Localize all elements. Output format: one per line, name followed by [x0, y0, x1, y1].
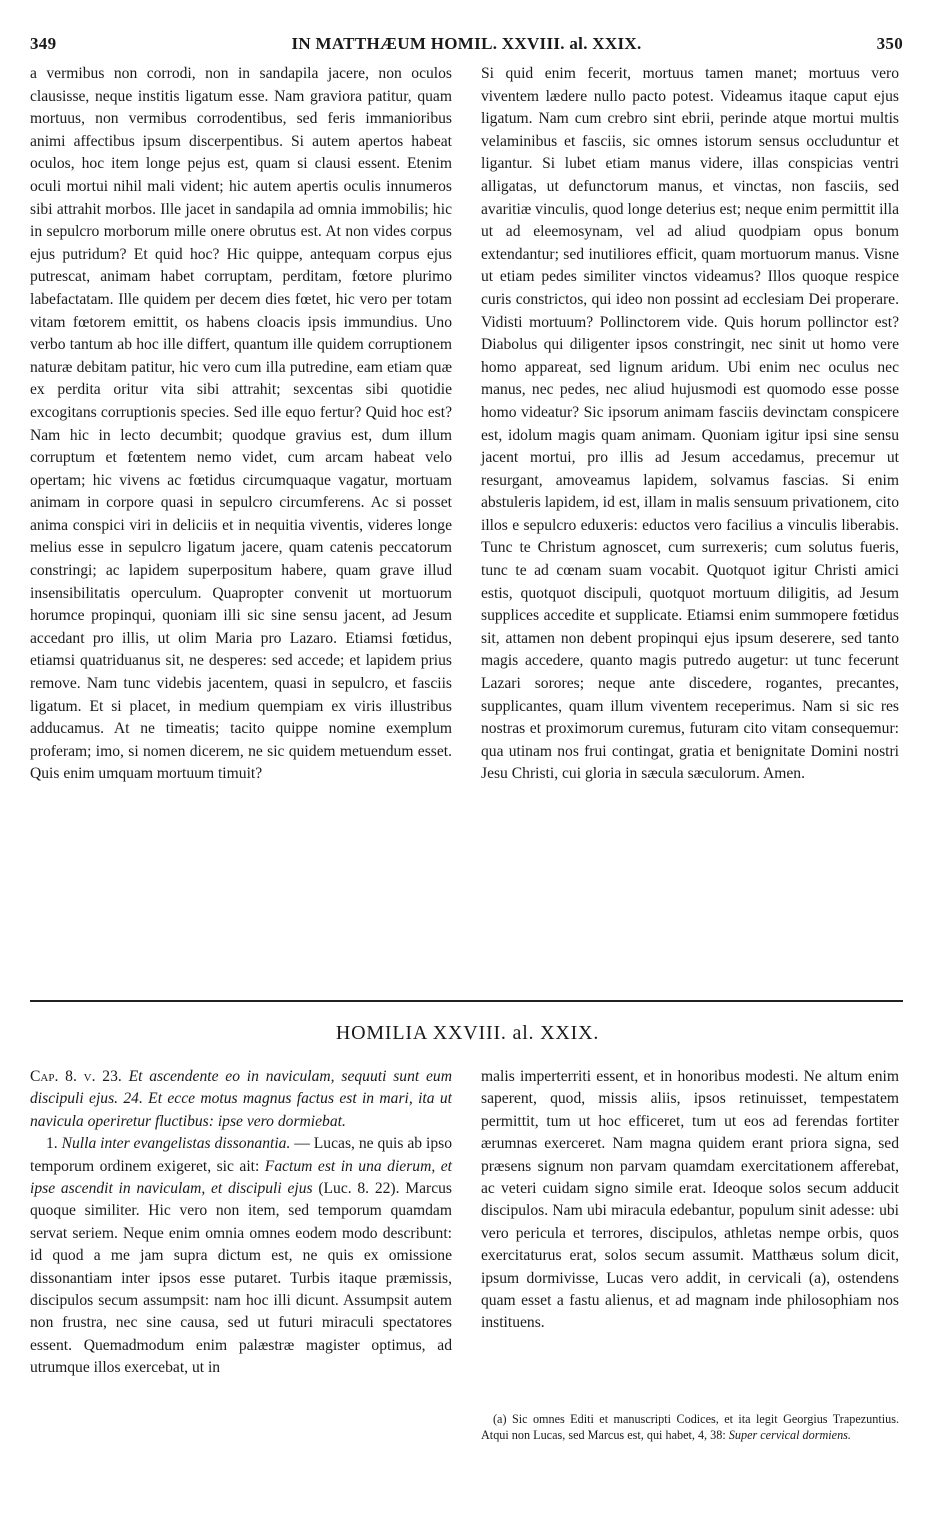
footnote-a: [481, 1412, 899, 1443]
paragraph-text-a: — Lucas, ne quis ab ipso temporum ordinem exigeret, sic ait:: [30, 1135, 452, 1175]
section-number: 1.: [46, 1135, 62, 1153]
page-number-right: 350: [876, 34, 903, 53]
homily-title: HOMILIA XXVIII. al. XXIX.: [335, 1022, 600, 1044]
lower-right-column: [481, 1066, 899, 1335]
lemma-cap: Cap.: [30, 1068, 59, 1085]
upper-left-column: [30, 63, 452, 786]
footnote: [481, 1412, 899, 1443]
scripture-lemma: [30, 1066, 452, 1133]
running-header: [30, 34, 903, 58]
lower-left-column: [30, 1066, 452, 1380]
luke-quote: Factum est in una dierum, et ipse ascendit in naviculam, et discipuli ejus: [30, 1157, 452, 1198]
upper-right-text: Si quid enim fecerit, mortuus tamen manet; mortuus vero viventem lædere nullo pacto potest. Videamus itaque caput ejus ligatum. Nam cum crebro sint ebrii, perinde atque mortui multis velaminibus et fasciis, sic omnes istorum sensus occluduntur et ligantur. Si lubet etiam manus videre, illas conspicias ventri alligatas, ut defunctorum manus, et vinctas, non fasciis, sed avaritiæ vinculis, quod longe deterius est; neque enim permittit illa ut ad eleemosynam, vel ad aliud quodpiam opus bonum extendantur; sed inutiliores efficit, quam mortuorum manus. Visne ut etiam pedes similiter vinctos videamus? Illos quoque respice curis constrictos, qui ideo non possint ad ecclesiam Dei properare. Vidisti mortuum? Pollinctorem vide. Quis horum pollinctor est? Diabolus qui diligenter ipsos constringit, nec sinit ut homo vere homo appareat, sed lignum aridum. Ubi enim nec oculus nec manus, nec pedes, nec aliud hujusmodi est quomodo esse posse homo videatur? Sic ipsorum animam fasciis devinctam conspicere est, idolum magis quam animam. Quoniam igitur ipsi sine sensu jacent mortui, pro illis ad Jesum accedamus, precemur ut resurgant, amoveamus lapidem, solvamus fascias. Si enim abstuleris lapidem, id est, illam in malis sensuum privationem, cito illos e sepulcro eduxeris: eductos vero facilius a vinculis liberabis. Tunc te Christum agnoscet, cum surrexeris; cum solutus fueris, tunc te ad cœnam suam vocabit. Quotquot igitur Christi amici estis, quotquot discipuli, quotquot mortuum diligitis, ad Jesum supplices accedite et supplicate. Etiamsi enim summopere fœtidus sit, attamen non debent propinqui ejus ipsum deserere, sed tanto magis accedere, quanto magis putredo augetur: ut tunc fecerunt Lazari sorores; neque ante discedere, rogantes, precantes, supplicantes, quam illum viventem receperimus. Nam si sic res nostras et proximorum curemus, futuram cito vitam consequemur: qua utinam nos frui contingat, gratia et benignitate Domini nostri Jesu Christi, cui gloria in sæcula sæculorum. Amen.: [481, 65, 899, 783]
upper-left-text: a vermibus non corrodi, non in sandapila jacere, non oculos clausisse, neque institis ligatum esse. Nam graviora patitur, quam mortuus, non vermibus corrodentibus, sed feris immanioribus animi affectibus ipsum discerpentibus. Si autem apertos habeat oculos, hoc item longe pejus est, quam si clausi essent. Etenim oculi mortui nihil mali vident; hic autem apertis oculis innumeros sibi attrahit morbos. Ille jacet in sandapila ad omnia immobilis; hic in sepulcro morborum mille onere obrutus est. At non vides corpus ejus putridum? Et quid hoc? Hic quippe, antequam corpus ejus putrescat, animam habet corruptam, perditam, fœtore plurimo labefactatam. Ille quidem per decem dies fœtet, hic vero per totam vitam fœtorem emittit, os habens cloacis ipsis immundius. Uno verbo tantum ab hoc ille differt, quantum ille quidem corruptionem naturæ debitam patitur, hic vero cum illa putredine, eam etiam quæ ex perdita oritur vita sibi attrahit; sexcentas sibi quotidie excogitans corruptionis species. Sed ille equo fertur? Quid hoc est? Nam hic in lecto decumbit; quodque gravius est, dum illum corruptum et fœtentem nemo videt, cum arcam habeat velo opertam; hic vivens ac fœtidus circumquaque vagatur, mortuam animam in corpore quasi in sepulcro circumferens. Ac si posset anima conspici viri in deliciis et in nequitia viventis, videres longe melius esse in sepulcro ligatum jacere, quam catenis peccatorum constringi; ac lapidem superpositum habere, quam grave illud insensibilitatis operculum. Quapropter convenit ut mortuorum horumce propinqui, quoniam illi sic sine sensu jacent, ad Jesum accedant pro illis, ut olim Maria pro Lazaro. Etiamsi fœtidus, etiamsi quatriduanus sit, ne desperes: sed accede; et lapidem prius remove. Nam tunc videbis jacentem, quasi in sepulcro, et fasciis ligatum. Et si placet, in medium quempiam ex viris illustribus adducamus. At ne timeatis; tacito quippe nomine exemplum proferam; imo, si nomen dicerem, ne sic quidem metuendum esset. Quis enim umquam mortuum timuit?: [30, 65, 452, 783]
paragraph-text-b: (Luc. 8. 22). Marcus quoque similiter. Hic vero non item, sed temporum quamdam servat seriem. Neque enim omnia omnes eodem modo describunt: id quod a me jam supra dictum est, ne quis ex omissione dissonantiam inter ipsos esse putaret. Turbis itaque præmissis, discipulos secum assumpsit: nam hoc illi dicunt. Assumpsit autem non frustra, nec sine causa, sed ut futuri miraculi spectatores essent. Quemadmodum enim palæstræ magister optimus, ad utrumque illos exercebat, ut in: [30, 1180, 453, 1377]
lemma-reference: 8. v. 23.: [58, 1068, 129, 1085]
section-divider: [30, 1000, 903, 1002]
section-heading: Nulla inter evangelistas dissonantia.: [61, 1135, 291, 1153]
lower-right-text: malis imperterriti essent, et in honoribus modesti. Ne altum enim saperent, quod, missis aliis, ipsos retinuisset, tempestatem permittit, tum ut hoc efficeret, tum ut eos ad ferendas fortiter ærumnas exerceret. Nam magna quidem erant priora signa, sed præsens signum non parvam quamdam exercitationem afferebat, ac veteri cuidam signo simile erat. Ideoque solos secum adducit discipulos. Nam ubi miracula edebantur, populum sinit adesse: ubi vero pericula et terrores, discipulos, athletas nempe orbis, quos exercitaturus erat, solos secum assumit. Matthæus solum dicit, ipsum dormivisse, Lucas vero addit, in cervicali (a), ostendens quam esset a fastu alienus, et ad magnam inde philosophiam nos instituens.: [481, 1068, 899, 1332]
footnote-quote: Super cervical dormiens.: [728, 1427, 851, 1442]
running-title: IN MATTHÆUM HOMIL. XXVIII. al. XXIX.: [291, 34, 642, 53]
upper-right-column: [481, 63, 899, 786]
footnote-text: (a) Sic omnes Editi et manuscripti Codices, et ita legit Georgius Trapezuntius. Atqui non Lucas, sed Marcus est, qui habet, 4, 38:: [481, 1412, 899, 1442]
lemma-text: Et ascendente eo in naviculam, sequuti sunt eum discipuli ejus. 24. Et ecce motus magnus factus est in mari, ita ut navicula operiretur fluctibus: ipse vero dormiebat.: [30, 1068, 452, 1130]
page-number-left: 349: [30, 34, 57, 53]
section-1-paragraph: [30, 1133, 452, 1379]
